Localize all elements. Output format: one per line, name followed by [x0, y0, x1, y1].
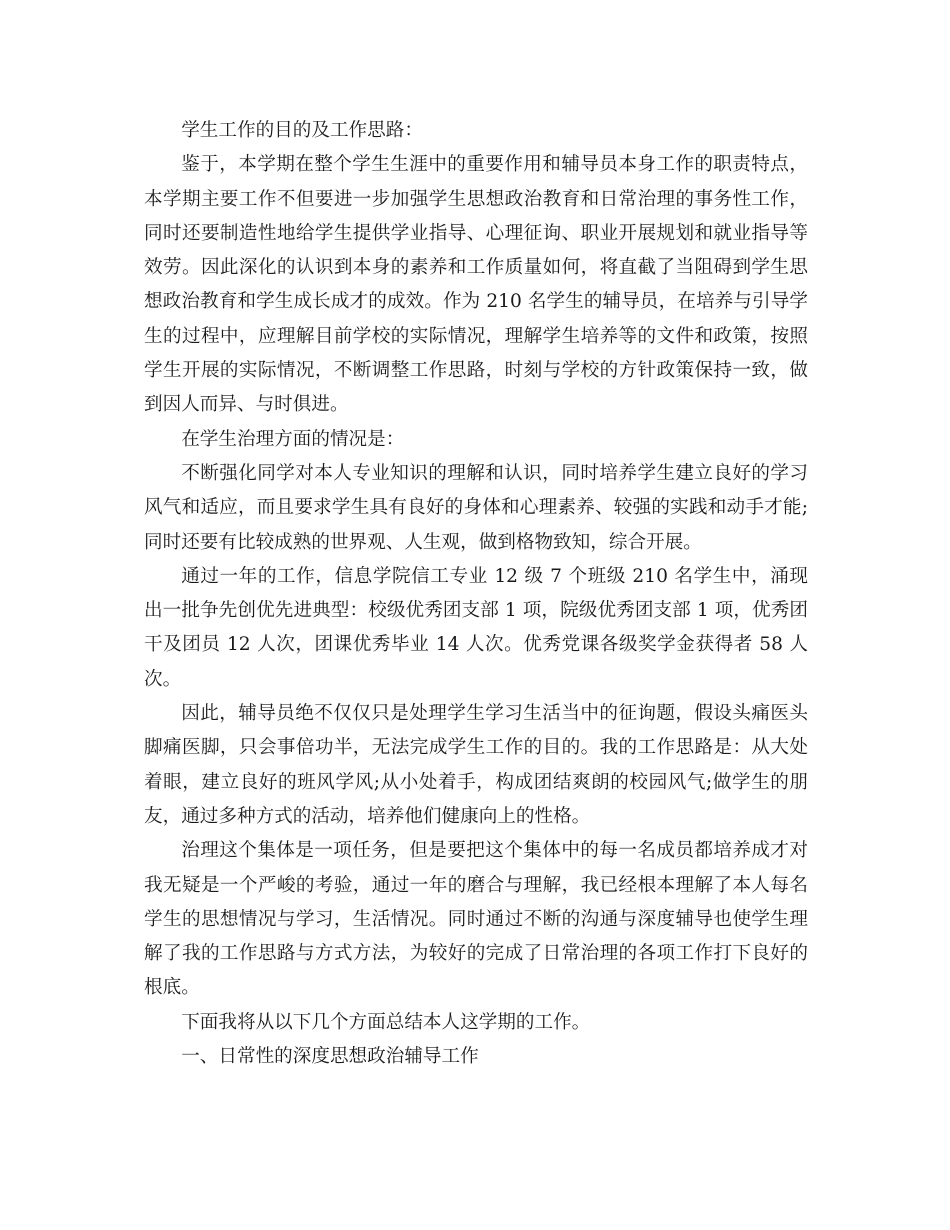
document-body	[144, 114, 808, 1074]
paragraph-work-focus: 鉴于，本学期在整个学生生涯中的重要作用和辅导员本身工作的职责特点，本学期主要工作不但要进一步加强学生思想政治教育和日常治理的事务性工作，同时还要制造性地给学生提供学业指导、心理征询、职业开展规划和就业指导等效劳。因此深化的认识到本身的素养和工作质量如何，将直截了当阻碍到学生思想政治教育和学生成长成才的成效。作为 210 名学生的辅导员，在培养与引导学生的过程中，应理解目前学校的实际情况，理解学生培养等的文件和政策，按照学生开展的实际情况，不断调整工作思路，时刻与学校的方针政策保持一致，做到因人而异、与时俱进。	[144, 154, 808, 416]
paragraph-work-approach: 因此，辅导员绝不仅仅只是处理学生学习生活当中的征询题，假设头痛医头脚痛医脚，只会事倍功半，无法完成学生工作的目的。我的工作思路是：从大处着眼，建立良好的班风学风;从小处着手，构成团结爽朗的校园风气;做学生的朋友，通过多种方式的活动，培养他们健康向上的性格。	[144, 703, 808, 827]
paragraph-student-development: 不断强化同学对本人专业知识的理解和认识，同时培养学生建立良好的学习风气和适应，而且要求学生具有良好的身体和心理素养、较强的实践和动手才能;同时还要有比较成熟的世界观、人生观，做到格物致知，综合开展。	[144, 462, 808, 553]
paragraph-heading-management: 在学生治理方面的情况是：	[181, 428, 405, 450]
paragraph-achievements: 通过一年的工作，信息学院信工专业 12 级 7 个班级 210 名学生中，涌现出一批争先创优先进典型：校级优秀团支部 1 项，院级优秀团支部 1 项，优秀团干及团员 12 人次，团课优秀毕业 14 人次。优秀党课各级奖学金获得者 58 人次。	[144, 565, 808, 690]
paragraph-management-challenge: 治理这个集体是一项任务，但是要把这个集体中的每一名成员都培养成才对我无疑是一个严峻的考验，通过一年的磨合与理解，我已经根本理解了本人每名学生的思想情况与学习，生活情况。同时通过不断的沟通与深度辅导也使学生理解了我的工作思路与方式方法，为较好的完成了日常治理的各项工作打下良好的根底。	[144, 840, 808, 999]
section-heading-1: 一、日常性的深度思想政治辅导工作	[181, 1046, 479, 1068]
paragraph-heading-goals: 学生工作的目的及工作思路：	[181, 120, 423, 141]
paragraph-summary-intro: 下面我将从以下几个方面总结本人这学期的工作。	[181, 1011, 591, 1033]
